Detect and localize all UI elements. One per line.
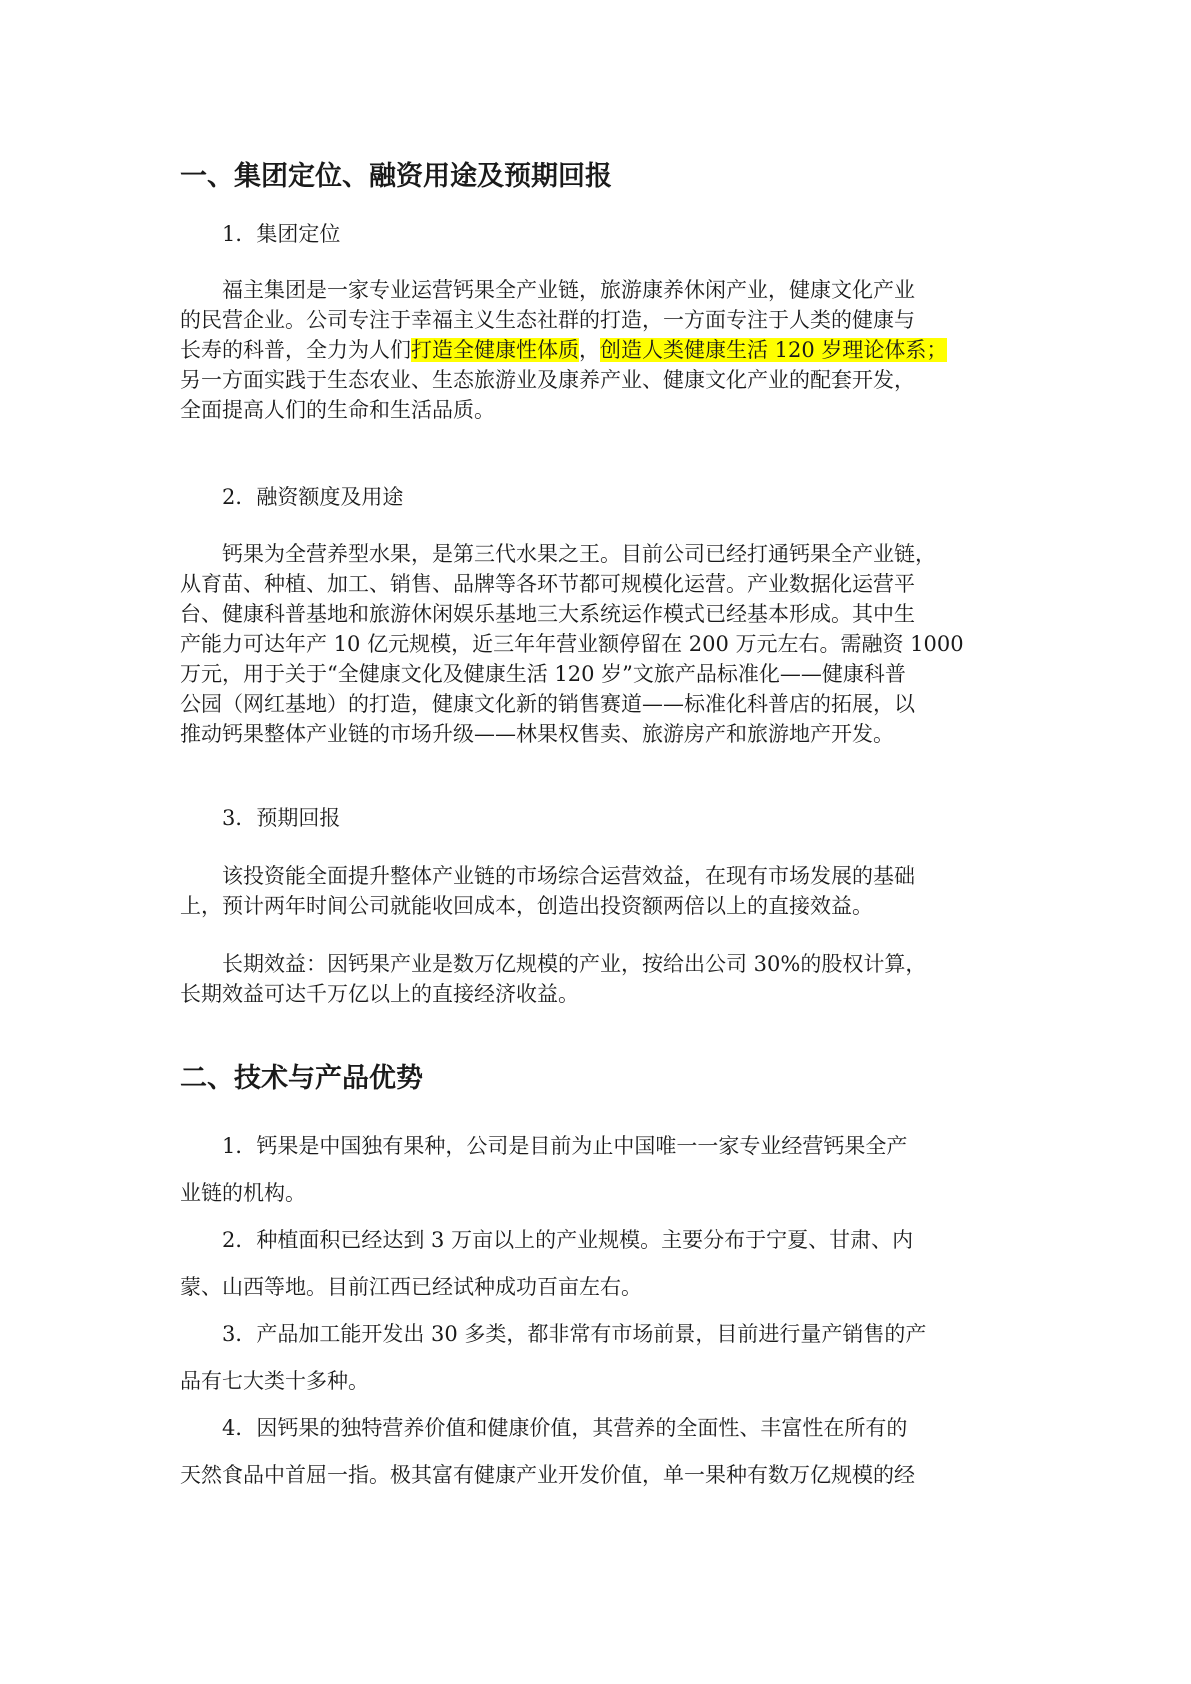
paragraph-expected-return: [180, 861, 1018, 921]
text-line: 推动钙果整体产业链的市场升级——林果权售卖、旅游房产和旅游地产开发。: [180, 722, 894, 746]
text-line: 上，预计两年时间公司就能收回成本，创造出投资额两倍以上的直接效益。: [180, 894, 873, 918]
text-line: [180, 335, 1018, 365]
text-span: 长寿的科普，全力为人们: [180, 338, 411, 362]
list-item-line: 4．因钙果的独特营养价值和健康价值，其营养的全面性、丰富性在所有的: [222, 1416, 908, 1440]
text-line: 产能力可达年产 10 亿元规模，近三年年营业额停留在 200 万元左右。需融资 1000: [180, 632, 964, 656]
text-line: 全面提高人们的生命和生活品质。: [180, 398, 495, 422]
list-item-line: 1．钙果是中国独有果种，公司是目前为止中国唯一一家专业经营钙果全产: [222, 1134, 908, 1158]
paragraph-company-positioning: [180, 275, 1018, 425]
paragraph-financing-use: [180, 539, 1018, 749]
text-line: 从育苗、种植、加工、销售、品牌等各环节都可规模化运营。产业数据化运营平: [180, 572, 915, 596]
subheading-2: 2．融资额度及用途: [222, 485, 404, 509]
text-line: 长期效益可达千万亿以上的直接经济收益。: [180, 982, 579, 1006]
text-line: 该投资能全面提升整体产业链的市场综合运营效益，在现有市场发展的基础: [222, 864, 915, 888]
text-line: 台、健康科普基地和旅游休闲娱乐基地三大系统运作模式已经基本形成。其中生: [180, 602, 915, 626]
list-item-line: 业链的机构。: [180, 1181, 306, 1205]
list-item-line: 天然食品中首屈一指。极其富有健康产业开发价值，单一果种有数万亿规模的经: [180, 1463, 915, 1487]
list-item-line: 2．种植面积已经达到 3 万亩以上的产业规模。主要分布于宁夏、甘肃、内: [222, 1228, 914, 1252]
highlighted-text: 打造全健康性体质: [411, 338, 579, 362]
list-item-line: 3．产品加工能开发出 30 多类，都非常有市场前景，目前进行量产销售的产: [222, 1322, 927, 1346]
paragraph-long-term-benefit: [180, 949, 1018, 1009]
text-line: 钙果为全营养型水果，是第三代水果之王。目前公司已经打通钙果全产业链，: [222, 542, 936, 566]
text-line: 另一方面实践于生态农业、生态旅游业及康养产业、健康文化产业的配套开发，: [180, 368, 915, 392]
section-2-heading: 二、技术与产品优势: [180, 1063, 423, 1094]
text-line: 的民营企业。公司专注于幸福主义生态社群的打造，一方面专注于人类的健康与: [180, 308, 915, 332]
advantages-list: [180, 1123, 1018, 1499]
text-line: 公园（网红基地）的打造，健康文化新的销售赛道——标准化科普店的拓展，以: [180, 692, 915, 716]
subheading-1: 1．集团定位: [222, 222, 341, 246]
subheading-3: 3．预期回报: [222, 806, 341, 830]
section-1-heading: 一、集团定位、融资用途及预期回报: [180, 161, 612, 192]
list-item-line: 蒙、山西等地。目前江西已经试种成功百亩左右。: [180, 1275, 642, 1299]
list-item-line: 品有七大类十多种。: [180, 1369, 369, 1393]
text-line: 福主集团是一家专业运营钙果全产业链，旅游康养休闲产业，健康文化产业: [222, 278, 915, 302]
text-line: 万元，用于关于“全健康文化及健康生活 120 岁”文旅产品标准化——健康科普: [180, 662, 906, 686]
highlighted-text: 创造人类健康生活 120 岁理论体系；: [600, 338, 948, 362]
text-line: 长期效益：因钙果产业是数万亿规模的产业，按给出公司 30%的股权计算，: [222, 952, 927, 976]
text-span: ，: [579, 338, 600, 362]
